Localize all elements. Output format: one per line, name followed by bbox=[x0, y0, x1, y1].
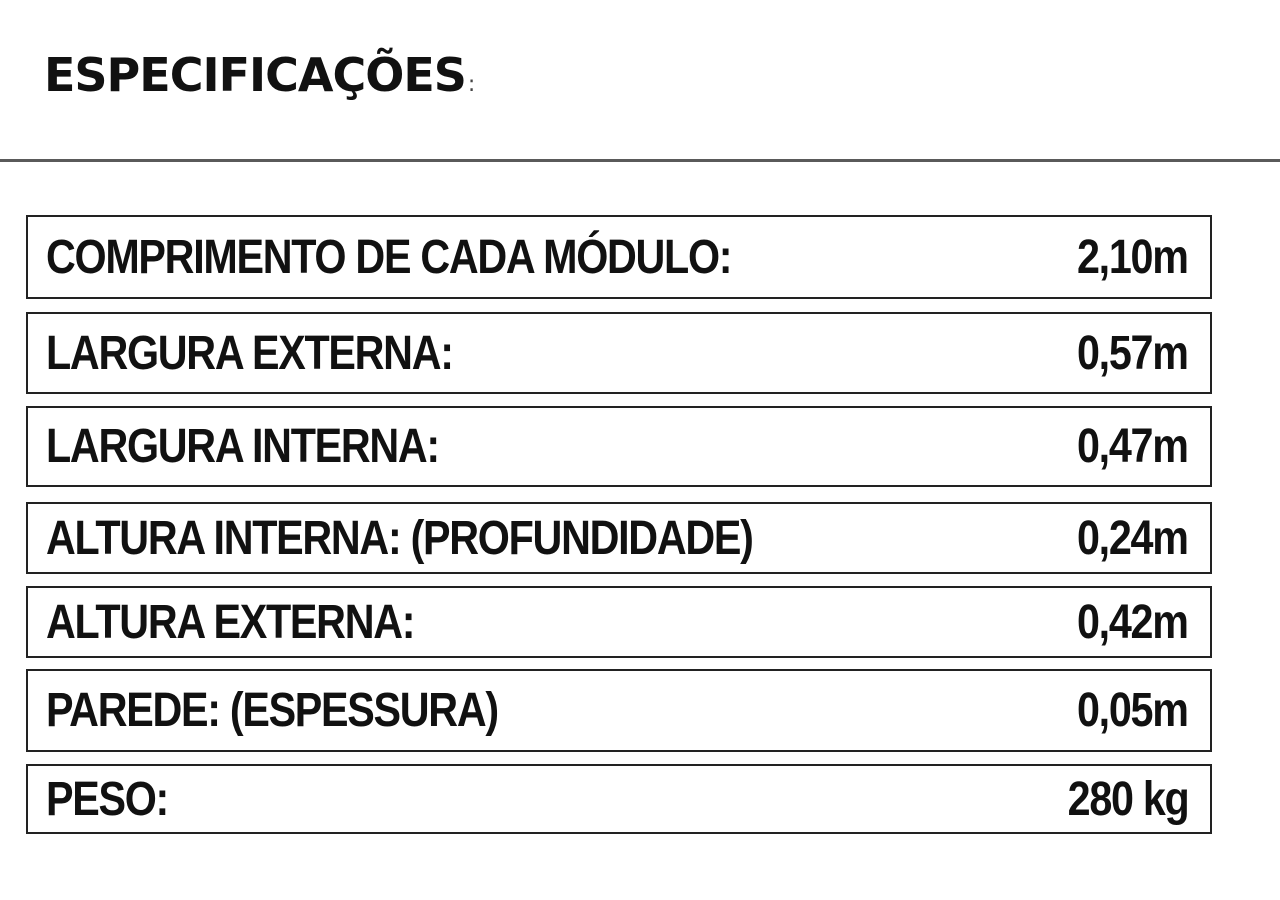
spec-label: PAREDE: (ESPESSURA) bbox=[46, 684, 498, 737]
spec-value: 0,47m bbox=[1077, 420, 1188, 473]
spec-row-comprimento bbox=[26, 215, 1212, 299]
spec-value: 2,10m bbox=[1077, 230, 1188, 284]
spec-label: LARGURA INTERNA: bbox=[46, 420, 439, 473]
spec-row-altura-externa bbox=[26, 586, 1212, 658]
spec-value: 0,05m bbox=[1077, 684, 1188, 737]
spec-label: PESO: bbox=[46, 772, 169, 826]
spec-row-largura-interna bbox=[26, 406, 1212, 487]
spec-value: 0,24m bbox=[1077, 511, 1188, 565]
title-text: ESPECIFICAÇÕES bbox=[44, 48, 466, 102]
page-title bbox=[44, 44, 475, 116]
spec-label: COMPRIMENTO DE CADA MÓDULO: bbox=[46, 230, 732, 284]
spec-label: ALTURA INTERNA: (PROFUNDIDADE) bbox=[46, 511, 753, 565]
spec-row-altura-interna bbox=[26, 502, 1212, 574]
section-divider bbox=[0, 159, 1280, 162]
spec-row-peso bbox=[26, 764, 1212, 834]
spec-value: 0,42m bbox=[1077, 595, 1188, 649]
spec-row-parede bbox=[26, 669, 1212, 752]
spec-label: ALTURA EXTERNA: bbox=[46, 595, 415, 649]
spec-value: 0,57m bbox=[1077, 326, 1188, 380]
spec-row-largura-externa bbox=[26, 312, 1212, 394]
title-colon: : bbox=[467, 72, 476, 97]
spec-label: LARGURA EXTERNA: bbox=[46, 326, 453, 380]
spec-value: 280 kg bbox=[1067, 772, 1188, 826]
